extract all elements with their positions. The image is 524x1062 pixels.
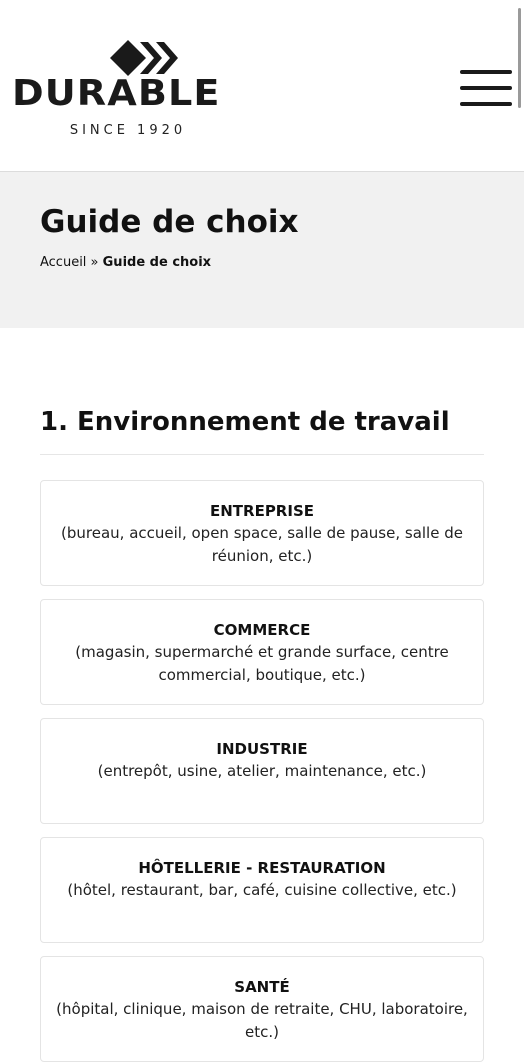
section-title: 1. Environnement de travail — [40, 402, 484, 455]
card-title: INDUSTRIE — [216, 740, 308, 758]
main-content — [0, 328, 524, 1062]
environment-card-commerce[interactable] — [40, 599, 484, 705]
logo-tagline: SINCE 1920 — [69, 123, 187, 138]
hamburger-menu-icon[interactable] — [460, 70, 512, 110]
breadcrumb-current: Guide de choix — [102, 255, 212, 270]
card-description: (entrepôt, usine, atelier, maintenance, etc.) — [97, 762, 427, 780]
card-description: (magasin, supermarché et grande surface, centre commercial, boutique, etc.) — [75, 643, 449, 684]
menu-bar — [460, 70, 512, 74]
menu-bar — [460, 102, 512, 106]
breadcrumb — [40, 255, 484, 270]
card-description: (hôtel, restaurant, bar, café, cuisine collective, etc.) — [67, 881, 457, 899]
menu-bar — [460, 86, 512, 90]
breadcrumb-home-link[interactable]: Accueil — [40, 255, 87, 270]
page-title: Guide de choix — [40, 204, 299, 240]
card-title: SANTÉ — [234, 978, 290, 996]
environment-card-list — [40, 480, 484, 1062]
card-title: HÔTELLERIE - RESTAURATION — [138, 859, 386, 877]
durable-logo[interactable] — [12, 40, 268, 138]
environment-card-hotellerie-restauration[interactable] — [40, 837, 484, 943]
environment-card-sante[interactable] — [40, 956, 484, 1062]
scrollbar[interactable] — [518, 8, 521, 108]
environment-card-entreprise[interactable] — [40, 480, 484, 586]
logo-wordmark: DURABLE — [12, 73, 221, 114]
card-title: COMMERCE — [213, 621, 311, 639]
title-band — [0, 172, 524, 328]
card-description: (hôpital, clinique, maison de retraite, CHU, laboratoire, etc.) — [56, 1000, 468, 1041]
card-description: (bureau, accueil, open space, salle de pause, salle de réunion, etc.) — [61, 524, 463, 565]
environment-card-industrie[interactable] — [40, 718, 484, 824]
breadcrumb-separator: » — [86, 255, 103, 270]
site-header — [0, 0, 524, 172]
logo-arrows-icon — [110, 40, 178, 76]
card-title: ENTREPRISE — [209, 502, 314, 520]
